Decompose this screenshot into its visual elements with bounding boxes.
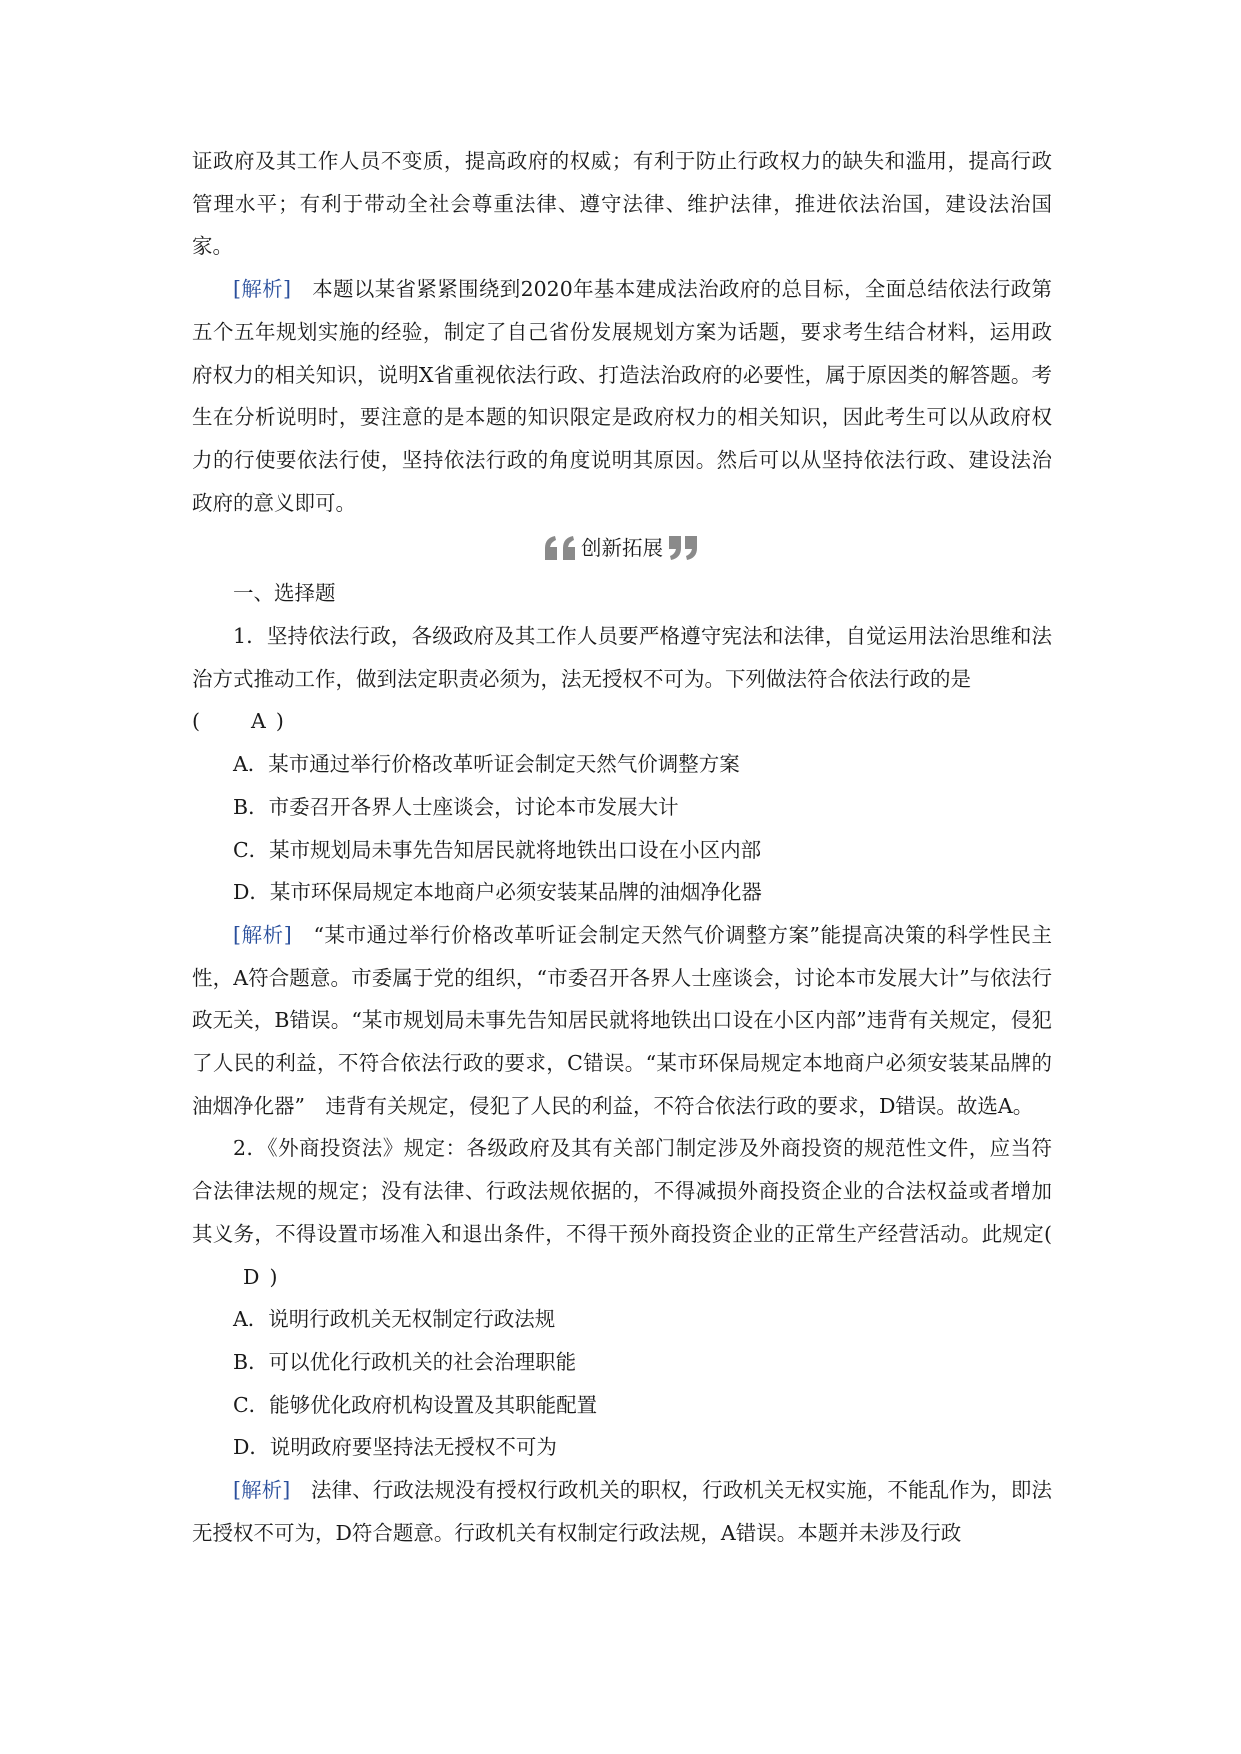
question-1-stem [192,615,1052,743]
section-title [192,524,1052,572]
answer-paren-open: ( [192,709,200,734]
question-type-heading: 一、选择题 [233,581,336,606]
analysis-tag: [解析] [233,922,292,947]
answer-paren-close: ) [275,709,284,734]
content-column [192,140,1052,1555]
section-title-label: 创新拓展 [581,535,663,560]
question-2-option-d: D．说明政府要坚持法无授权不可为 [233,1435,557,1460]
analysis-text: “某市通过举行价格改革听证会制定天然气价调整方案”能提高决策的科学性民主性，A符合题意。市委属于党的组织，“市委召开各界人士座谈会，讨论本市发展大计”与依法行政无关，B错误。“某市规划局未事先告知居民就将地铁出口设在小区内部”违背有关规定，侵犯了人民的利益，不符合依法行政的要求，C错误。“某市环保局规定本地商户必须安装某品牌的油烟净化器” 违背有关规定，侵犯了人民的利益，不符合依法行政的要求，D错误。故选A。 [192,922,1052,1118]
question-2-option-b: B．可以优化行政机关的社会治理职能 [233,1349,577,1374]
analysis-tag: [解析] [233,277,292,302]
analysis-text: 法律、行政法规没有授权行政机关的职权，行政机关无权实施，不能乱作为，即法无授权不可为，D符合题意。行政机关有权制定行政法规，A错误。本题并未涉及行政 [192,1478,1053,1545]
question-1-option-d: D．某市环保局规定本地商户必须安装某品牌的油烟净化器 [233,880,762,905]
question-2-analysis [192,1469,1052,1554]
answer-paren-close: ) [269,1264,278,1289]
quote-open-icon [543,534,579,562]
analysis-tag: [解析] [233,1478,291,1503]
question-stem-text: 1．坚持依法行政，各级政府及其工作人员要严格遵守宪法和法律，自觉运用法治思维和法治方式推动工作，做到法定职责必须为，法无授权不可为。下列做法符合依法行政的是 [192,624,1052,691]
previous-analysis [192,268,1052,524]
question-2-option-a: A．说明行政机关无权制定行政法规 [233,1307,556,1332]
answer-paren-open: ( [1044,1221,1052,1246]
answer-value: A [251,709,266,734]
analysis-text: 本题以某省紧紧围绕到2020年基本建成法治政府的总目标，全面总结依法行政第五个五年规划实施的经验，制定了自己省份发展规划方案为话题，要求考生结合材料，运用政府权力的相关知识，说明X省重视依法行政、打造法治政府的必要性，属于原因类的解答题。考生在分析说明时，要注意的是本题的知识限定是政府权力的相关知识，因此考生可以从政府权力的行使要依法行使，坚持依法行政的角度说明其原因。然后可以从坚持依法行政、建设法治政府的意义即可。 [192,277,1052,515]
question-1-analysis [192,914,1052,1128]
question-1-option-c: C．某市规划局未事先告知居民就将地铁出口设在小区内部 [233,837,762,862]
question-1-option-b: B．市委召开各界人士座谈会，讨论本市发展大计 [233,794,679,819]
answer-value: D [243,1264,260,1289]
question-stem-text: 2．《外商投资法》规定：各级政府及其有关部门制定涉及外商投资的规范性文件，应当符合法律法规的规定；没有法律、行政法规依据的，不得减损外商投资企业的合法权益或者增加其义务，不得设置市场准入和退出条件，不得干预外商投资企业的正常生产经营活动。此规定 [192,1136,1052,1246]
previous-answer-text: 证政府及其工作人员不变质，提高政府的权威；有利于防止行政权力的缺失和滥用，提高行政管理水平；有利于带动全社会尊重法律、遵守法律、维护法律，推进依法治国，建设法治国家。 [192,149,1052,259]
quote-close-icon [665,534,701,562]
question-2-option-c: C．能够优化政府机构设置及其职能配置 [233,1392,598,1417]
question-2-stem [192,1127,1052,1298]
question-1-option-a: A．某市通过举行价格改革听证会制定天然气价调整方案 [233,752,740,777]
